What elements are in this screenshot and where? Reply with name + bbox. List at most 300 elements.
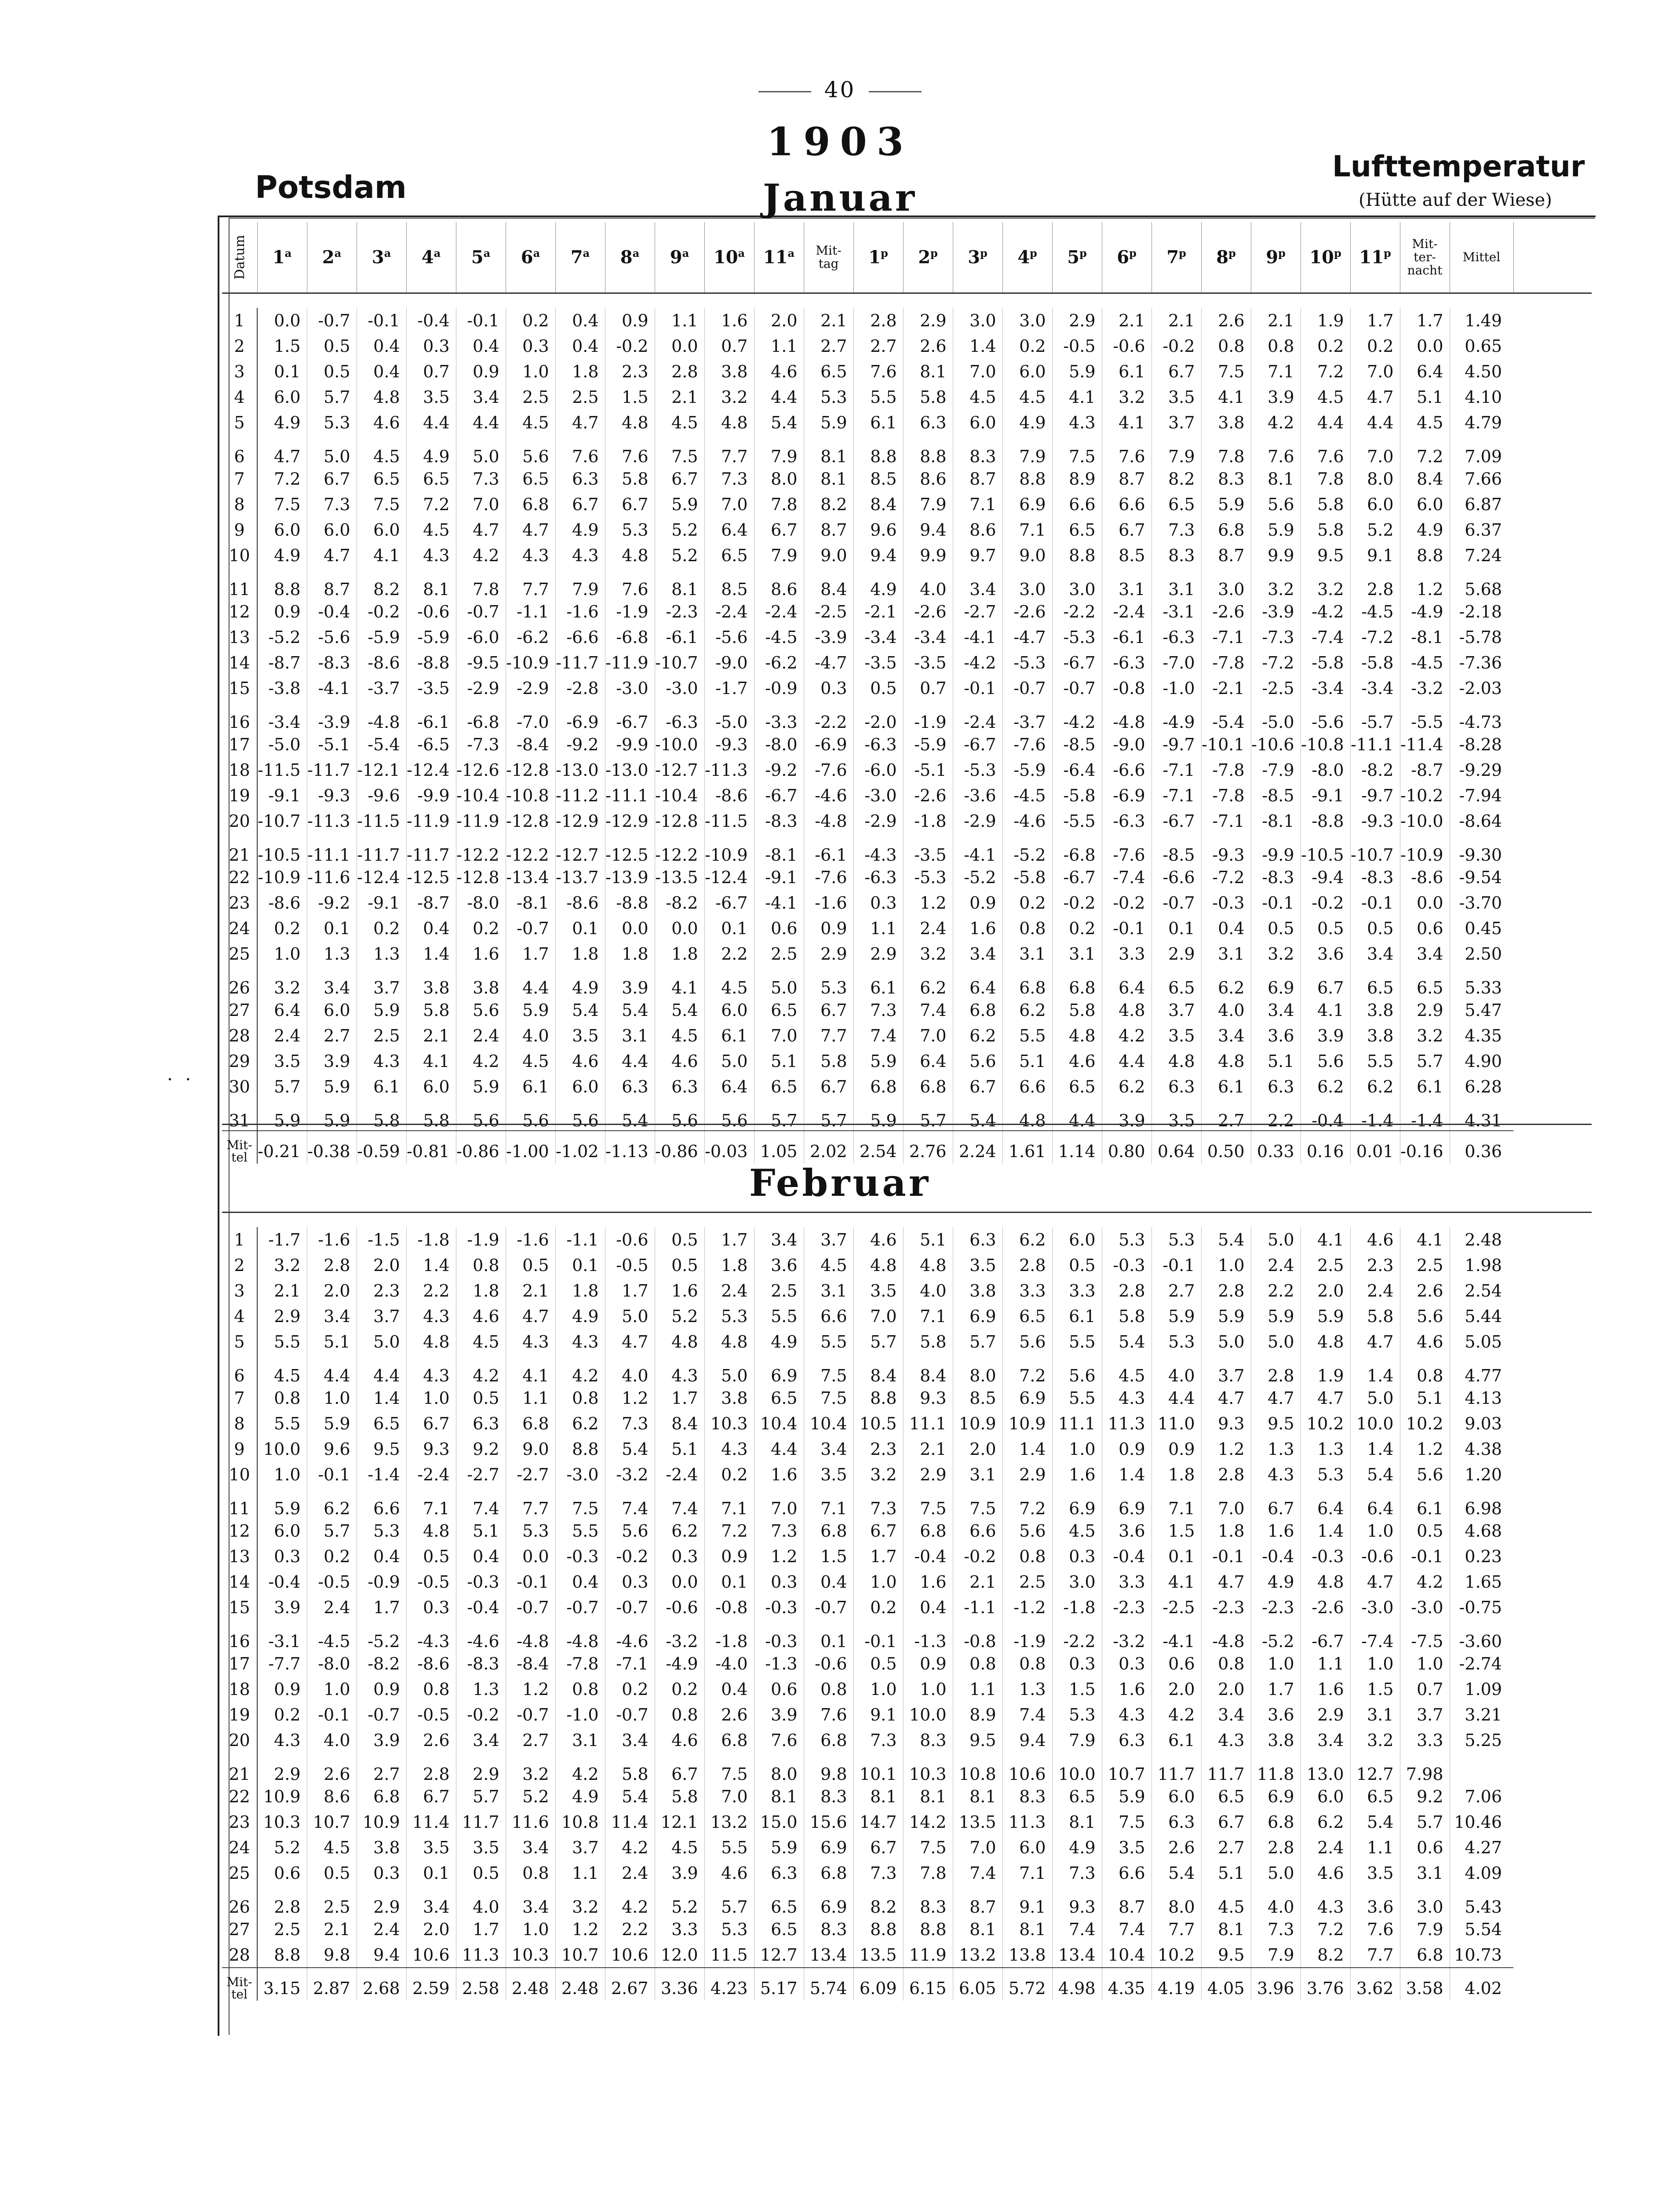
hour-header-pm-3 bbox=[968, 247, 988, 267]
hourly-value: 2.1 bbox=[307, 1917, 357, 1942]
hourly-value: 7.9 bbox=[1400, 1917, 1450, 1942]
hourly-value: 1.4 bbox=[406, 1253, 456, 1278]
table-row bbox=[222, 492, 1513, 517]
hourly-value: 5.3 bbox=[506, 1518, 555, 1544]
hourly-value: 3.4 bbox=[953, 568, 1002, 599]
hourly-value: 2.2 bbox=[704, 941, 754, 967]
hourly-value: 3.2 bbox=[257, 967, 307, 997]
hourly-value: 7.5 bbox=[804, 1385, 853, 1411]
hourly-value: 1.9 bbox=[1301, 308, 1350, 333]
hourly-value: 2.8 bbox=[1251, 1355, 1301, 1385]
hourly-mean: -0.86 bbox=[655, 1131, 704, 1164]
hourly-value: 2.8 bbox=[1102, 1278, 1152, 1304]
hourly-value: 3.0 bbox=[1052, 1569, 1102, 1595]
hourly-value: 6.8 bbox=[853, 1074, 903, 1100]
hourly-value: -6.3 bbox=[1102, 650, 1152, 676]
hourly-value: 7.5 bbox=[555, 1487, 605, 1518]
hourly-value: 10.1 bbox=[853, 1753, 903, 1784]
variable-title: Lufttemperatur bbox=[1332, 150, 1585, 183]
hourly-value: 4.5 bbox=[406, 517, 456, 543]
mittel-row bbox=[222, 1968, 1513, 2001]
hourly-value: 4.1 bbox=[1400, 1227, 1450, 1253]
day-number: 26 bbox=[222, 967, 257, 997]
hourly-value: -8.6 bbox=[406, 1651, 456, 1677]
hourly-value: -0.3 bbox=[754, 1595, 804, 1620]
hourly-value: 0.5 bbox=[1052, 1253, 1102, 1278]
hourly-value: 4.4 bbox=[1152, 1385, 1201, 1411]
hourly-value: 7.4 bbox=[1102, 1917, 1152, 1942]
hourly-value: -5.9 bbox=[357, 625, 406, 650]
hourly-value: 4.5 bbox=[655, 1023, 704, 1048]
hourly-value: -8.1 bbox=[506, 890, 555, 916]
hourly-value: 4.8 bbox=[406, 1518, 456, 1544]
hourly-value: -0.2 bbox=[1052, 890, 1102, 916]
hourly-value: -7.6 bbox=[804, 865, 853, 890]
daily-mean: 10.46 bbox=[1454, 1812, 1502, 1832]
table-row bbox=[222, 650, 1513, 676]
table-row bbox=[222, 967, 1513, 997]
hourly-value: -3.5 bbox=[853, 650, 903, 676]
hourly-value: -0.7 bbox=[456, 599, 506, 625]
hourly-value: 10.6 bbox=[605, 1942, 655, 1968]
table-row bbox=[222, 1917, 1513, 1942]
hourly-value: 6.3 bbox=[903, 410, 953, 435]
hourly-value: 6.2 bbox=[1301, 1809, 1350, 1835]
hourly-value: 3.5 bbox=[456, 1835, 506, 1860]
hourly-value: -6.1 bbox=[1102, 625, 1152, 650]
hourly-value: 0.8 bbox=[804, 1677, 853, 1702]
daily-mean: -5.78 bbox=[1459, 628, 1502, 647]
hourly-value: 4.8 bbox=[903, 1253, 953, 1278]
hourly-value: -2.4 bbox=[704, 599, 754, 625]
hour-header-am-11-suffix: a bbox=[787, 247, 795, 260]
hourly-value: 5.8 bbox=[1301, 492, 1350, 517]
day-number: 24 bbox=[222, 1835, 257, 1860]
table-row bbox=[222, 333, 1513, 359]
hourly-value: -9.2 bbox=[555, 732, 605, 757]
daily-mean: -2.18 bbox=[1459, 602, 1502, 621]
hourly-value: 7.4 bbox=[903, 997, 953, 1023]
hourly-value: -5.3 bbox=[1052, 625, 1102, 650]
hourly-value: 0.0 bbox=[257, 308, 307, 333]
hourly-value: 4.2 bbox=[456, 543, 506, 568]
hourly-value: -12.2 bbox=[456, 834, 506, 865]
hourly-value: 5.8 bbox=[1052, 997, 1102, 1023]
hourly-value: 5.7 bbox=[704, 1886, 754, 1917]
hour-header-cell-pm-3 bbox=[953, 222, 1003, 292]
table-row bbox=[222, 599, 1513, 625]
hourly-value: 0.5 bbox=[456, 1860, 506, 1886]
hourly-value: 6.2 bbox=[1201, 967, 1251, 997]
hourly-value: 8.1 bbox=[655, 568, 704, 599]
hourly-value: 6.6 bbox=[1102, 1860, 1152, 1886]
hourly-value: 7.8 bbox=[1201, 435, 1251, 466]
hourly-value: -6.3 bbox=[1102, 808, 1152, 834]
hourly-value: 3.5 bbox=[804, 1462, 853, 1487]
hourly-value: -0.1 bbox=[1251, 890, 1301, 916]
hourly-value: 1.4 bbox=[406, 941, 456, 967]
hourly-value: 9.0 bbox=[804, 543, 853, 568]
hourly-value: 4.5 bbox=[257, 1355, 307, 1385]
hourly-value: 3.9 bbox=[1301, 1023, 1350, 1048]
hourly-value: -13.0 bbox=[555, 757, 605, 783]
hourly-value: -1.6 bbox=[506, 1227, 555, 1253]
hourly-value: 5.6 bbox=[555, 1100, 605, 1131]
hourly-value: 9.1 bbox=[1002, 1886, 1052, 1917]
hourly-value: 4.9 bbox=[257, 410, 307, 435]
hourly-value: -3.4 bbox=[1350, 676, 1400, 701]
table-row bbox=[222, 543, 1513, 568]
hourly-value: 1.6 bbox=[704, 308, 754, 333]
hourly-value: 3.7 bbox=[357, 1304, 406, 1329]
hourly-value: 1.1 bbox=[655, 308, 704, 333]
hourly-value: 1.8 bbox=[655, 941, 704, 967]
hourly-mean: 5.72 bbox=[1002, 1968, 1052, 2001]
hourly-value: 4.5 bbox=[1201, 1886, 1251, 1917]
hourly-value: 4.8 bbox=[1301, 1329, 1350, 1355]
hourly-value: 13.8 bbox=[1002, 1942, 1052, 1968]
hourly-value: 0.7 bbox=[903, 676, 953, 701]
hourly-value: 3.9 bbox=[357, 1728, 406, 1753]
hourly-value: -10.4 bbox=[655, 783, 704, 808]
hourly-value: 1.2 bbox=[555, 1917, 605, 1942]
hourly-value: 8.1 bbox=[1052, 1809, 1102, 1835]
hourly-value: 5.5 bbox=[1052, 1329, 1102, 1355]
hourly-value: -0.3 bbox=[754, 1620, 804, 1651]
hourly-value: 1.5 bbox=[605, 384, 655, 410]
hourly-value: -11.5 bbox=[257, 757, 307, 783]
hourly-value: -7.8 bbox=[555, 1651, 605, 1677]
hourly-mean: 5.74 bbox=[804, 1968, 853, 2001]
hourly-value: 8.1 bbox=[903, 1784, 953, 1809]
hourly-mean: 4.05 bbox=[1201, 1968, 1251, 2001]
hourly-value: -0.3 bbox=[555, 1544, 605, 1569]
hourly-value: 5.8 bbox=[605, 466, 655, 492]
table-row bbox=[222, 808, 1513, 834]
hour-header-cell-pm-6 bbox=[1102, 222, 1152, 292]
hourly-value: -7.8 bbox=[1201, 757, 1251, 783]
hourly-value: -5.4 bbox=[1201, 701, 1251, 732]
mittel-header: Mittel bbox=[1462, 250, 1501, 264]
hourly-value: 6.7 bbox=[1251, 1487, 1301, 1518]
hourly-value: 2.4 bbox=[307, 1595, 357, 1620]
hourly-value: -0.3 bbox=[1301, 1544, 1350, 1569]
hourly-value: 5.6 bbox=[1052, 1355, 1102, 1385]
hourly-value: -5.1 bbox=[903, 757, 953, 783]
table-row bbox=[222, 1487, 1513, 1518]
hour-header-pm-6-suffix: p bbox=[1129, 247, 1137, 260]
hourly-value: 1.5 bbox=[1152, 1518, 1201, 1544]
hourly-value: -7.4 bbox=[1350, 1620, 1400, 1651]
hourly-value: 7.4 bbox=[1002, 1702, 1052, 1728]
hourly-value: 4.8 bbox=[704, 1329, 754, 1355]
hourly-value: -6.7 bbox=[953, 732, 1002, 757]
hourly-value: 5.2 bbox=[655, 543, 704, 568]
hourly-value: 9.4 bbox=[357, 1942, 406, 1968]
day-number: 16 bbox=[222, 1620, 257, 1651]
hourly-value: -5.8 bbox=[1350, 650, 1400, 676]
hour-header-pm-8 bbox=[1216, 247, 1236, 267]
hourly-value: 1.7 bbox=[605, 1278, 655, 1304]
hourly-value: 4.2 bbox=[1152, 1702, 1201, 1728]
hourly-value: 3.5 bbox=[406, 384, 456, 410]
hourly-value: 1.8 bbox=[555, 941, 605, 967]
hourly-value: 1.7 bbox=[1400, 308, 1450, 333]
hour-header-am-8 bbox=[620, 247, 639, 267]
daily-mean: 6.87 bbox=[1465, 495, 1502, 514]
hourly-value: -9.0 bbox=[1102, 732, 1152, 757]
hourly-value: 1.0 bbox=[853, 1569, 903, 1595]
hour-header-cell-pm-2 bbox=[903, 222, 953, 292]
hourly-value: 1.3 bbox=[1301, 1436, 1350, 1462]
hourly-value: -1.3 bbox=[903, 1620, 953, 1651]
hour-header-pm-4 bbox=[1017, 247, 1037, 267]
hourly-value: 6.2 bbox=[1301, 1074, 1350, 1100]
daily-mean: 1.20 bbox=[1465, 1465, 1502, 1484]
hourly-value: 4.1 bbox=[1301, 1227, 1350, 1253]
hourly-value: 3.6 bbox=[1251, 1702, 1301, 1728]
hourly-value: 4.0 bbox=[903, 1278, 953, 1304]
hourly-value: -2.9 bbox=[853, 808, 903, 834]
day-number: 6 bbox=[222, 435, 257, 466]
hourly-value: -6.7 bbox=[605, 701, 655, 732]
hourly-value: 3.5 bbox=[853, 1278, 903, 1304]
hourly-value: 0.9 bbox=[1152, 1436, 1201, 1462]
hour-header-pm-8-number: 8 bbox=[1216, 247, 1229, 268]
hourly-value: -6.9 bbox=[1102, 783, 1152, 808]
table-row bbox=[222, 1355, 1513, 1385]
hourly-value: 8.4 bbox=[804, 568, 853, 599]
hour-header-am-1 bbox=[273, 247, 292, 267]
hour-header-cell-am-6 bbox=[506, 222, 556, 292]
hourly-value: 1.8 bbox=[1201, 1518, 1251, 1544]
hourly-value: -9.1 bbox=[754, 865, 804, 890]
hourly-value: 5.9 bbox=[357, 997, 406, 1023]
hourly-value: -10.6 bbox=[1251, 732, 1301, 757]
hourly-value: 4.0 bbox=[307, 1728, 357, 1753]
day-number: 17 bbox=[222, 1651, 257, 1677]
hourly-value: 0.2 bbox=[1350, 333, 1400, 359]
hourly-value: 6.4 bbox=[903, 1048, 953, 1074]
hourly-value: -1.9 bbox=[1002, 1620, 1052, 1651]
day-number: 16 bbox=[222, 701, 257, 732]
hourly-value: 2.8 bbox=[307, 1253, 357, 1278]
hourly-value: -0.9 bbox=[754, 676, 804, 701]
hourly-value: 6.9 bbox=[1052, 1487, 1102, 1518]
hourly-value: 3.2 bbox=[1400, 1023, 1450, 1048]
hourly-value: -13.4 bbox=[506, 865, 555, 890]
hourly-value: -9.0 bbox=[704, 650, 754, 676]
hourly-value: 5.7 bbox=[804, 1100, 853, 1131]
hourly-value: 2.6 bbox=[1201, 308, 1251, 333]
hourly-value: 1.4 bbox=[1350, 1436, 1400, 1462]
hourly-value: 11.5 bbox=[704, 1942, 754, 1968]
table-row bbox=[222, 1304, 1513, 1329]
hour-header-pm-7-suffix: p bbox=[1179, 247, 1186, 260]
hourly-value: -4.6 bbox=[804, 783, 853, 808]
hourly-value: 4.8 bbox=[704, 410, 754, 435]
hourly-value: 0.5 bbox=[506, 1253, 555, 1278]
hourly-value: 7.2 bbox=[1400, 435, 1450, 466]
day-number: 3 bbox=[222, 1278, 257, 1304]
hourly-value: -0.7 bbox=[1002, 676, 1052, 701]
hourly-value: 3.9 bbox=[754, 1702, 804, 1728]
hourly-value: -4.9 bbox=[1152, 701, 1201, 732]
hourly-value: -3.2 bbox=[655, 1620, 704, 1651]
hourly-value: 0.8 bbox=[1002, 1544, 1052, 1569]
hourly-value: 0.1 bbox=[704, 1569, 754, 1595]
hourly-value: 3.1 bbox=[1002, 941, 1052, 967]
table-row bbox=[222, 1886, 1513, 1917]
hourly-mean: 3.96 bbox=[1251, 1968, 1301, 2001]
hourly-value: 6.8 bbox=[804, 1518, 853, 1544]
day-number: 3 bbox=[222, 359, 257, 384]
hourly-value: -7.0 bbox=[1152, 650, 1201, 676]
hourly-value: -0.5 bbox=[406, 1569, 456, 1595]
hourly-value: -11.1 bbox=[1350, 732, 1400, 757]
hourly-value: 8.1 bbox=[1002, 1917, 1052, 1942]
hourly-value: -1.9 bbox=[903, 701, 953, 732]
hourly-value: 2.1 bbox=[257, 1278, 307, 1304]
hourly-value: 4.4 bbox=[1052, 1100, 1102, 1131]
hourly-value: 6.7 bbox=[1152, 359, 1201, 384]
hour-header-cell-pm-11 bbox=[1350, 222, 1400, 292]
hourly-value: 5.9 bbox=[804, 410, 853, 435]
hourly-value: 6.7 bbox=[605, 492, 655, 517]
day-number: 4 bbox=[222, 384, 257, 410]
hourly-value: 2.4 bbox=[357, 1917, 406, 1942]
hourly-value: 2.7 bbox=[307, 1023, 357, 1048]
hourly-value: 7.3 bbox=[307, 492, 357, 517]
hourly-value: 2.9 bbox=[456, 1753, 506, 1784]
hourly-value: 8.5 bbox=[953, 1385, 1002, 1411]
hourly-value: 10.4 bbox=[804, 1411, 853, 1436]
daily-mean: -9.29 bbox=[1459, 760, 1502, 780]
hourly-value: 0.4 bbox=[804, 1569, 853, 1595]
hourly-value: 6.0 bbox=[1152, 1784, 1201, 1809]
hourly-value: 7.6 bbox=[1301, 435, 1350, 466]
hourly-value: 1.4 bbox=[1350, 1355, 1400, 1385]
hourly-value: 6.9 bbox=[1251, 967, 1301, 997]
hourly-value: 3.7 bbox=[1152, 997, 1201, 1023]
hourly-value: 3.8 bbox=[1201, 410, 1251, 435]
hourly-value: -10.7 bbox=[1350, 834, 1400, 865]
hourly-value: 2.9 bbox=[257, 1753, 307, 1784]
hourly-value: 6.1 bbox=[853, 410, 903, 435]
hourly-value: 1.7 bbox=[1350, 308, 1400, 333]
hourly-value: 1.0 bbox=[1251, 1651, 1301, 1677]
hourly-value: 1.7 bbox=[506, 941, 555, 967]
hourly-value: 7.5 bbox=[903, 1835, 953, 1860]
hourly-value: 3.8 bbox=[704, 359, 754, 384]
hourly-value: 3.3 bbox=[1102, 1569, 1152, 1595]
hourly-value: -4.3 bbox=[406, 1620, 456, 1651]
daily-mean: -8.64 bbox=[1459, 811, 1502, 831]
hourly-value: 6.5 bbox=[754, 997, 804, 1023]
hourly-value: 7.5 bbox=[655, 435, 704, 466]
hourly-value: 8.0 bbox=[953, 1355, 1002, 1385]
hourly-value: 2.1 bbox=[406, 1023, 456, 1048]
daily-mean: -4.73 bbox=[1459, 712, 1502, 732]
hourly-value: 5.6 bbox=[953, 1048, 1002, 1074]
februar-header-divider bbox=[222, 1212, 1592, 1213]
hour-header-pm-6 bbox=[1117, 247, 1137, 267]
hourly-value: 4.5 bbox=[1400, 410, 1450, 435]
hourly-value: 10.3 bbox=[257, 1809, 307, 1835]
hourly-value: 4.7 bbox=[307, 543, 357, 568]
hourly-value: 0.9 bbox=[605, 308, 655, 333]
hour-header-am-10 bbox=[714, 247, 745, 267]
hourly-value: 3.5 bbox=[406, 1835, 456, 1860]
hourly-mean: 2.48 bbox=[555, 1968, 605, 2001]
hourly-value: 1.6 bbox=[1251, 1518, 1301, 1544]
hourly-value: 8.8 bbox=[1002, 466, 1052, 492]
hourly-value: 4.8 bbox=[655, 1329, 704, 1355]
hourly-value: 5.4 bbox=[1350, 1809, 1400, 1835]
hourly-value: -0.1 bbox=[1102, 916, 1152, 941]
hourly-value: -8.2 bbox=[357, 1651, 406, 1677]
hour-header-cell-am-11 bbox=[754, 222, 804, 292]
hourly-value: 10.9 bbox=[953, 1411, 1002, 1436]
hourly-value: 4.2 bbox=[1400, 1569, 1450, 1595]
daily-mean: 7.09 bbox=[1465, 447, 1502, 466]
hourly-value: -4.7 bbox=[1002, 625, 1052, 650]
hourly-value: 4.6 bbox=[853, 1227, 903, 1253]
hourly-value: 0.3 bbox=[406, 333, 456, 359]
hourly-value: -9.9 bbox=[1251, 834, 1301, 865]
hourly-mean: 4.19 bbox=[1152, 1968, 1201, 2001]
hourly-value: -4.9 bbox=[1400, 599, 1450, 625]
hourly-value: -8.1 bbox=[1400, 625, 1450, 650]
hourly-value: -0.4 bbox=[1251, 1544, 1301, 1569]
hourly-value: -10.5 bbox=[257, 834, 307, 865]
hourly-value: -8.6 bbox=[1400, 865, 1450, 890]
hourly-value: 5.5 bbox=[257, 1411, 307, 1436]
hour-header-pm-4-suffix: p bbox=[1030, 247, 1037, 260]
hourly-value: 1.2 bbox=[1201, 1436, 1251, 1462]
hourly-value: -6.7 bbox=[1052, 865, 1102, 890]
hourly-value: -10.9 bbox=[506, 650, 555, 676]
hourly-value: 2.1 bbox=[1251, 308, 1301, 333]
hourly-value: 1.6 bbox=[1102, 1677, 1152, 1702]
hourly-value: -11.1 bbox=[307, 834, 357, 865]
hourly-value: -0.2 bbox=[953, 1544, 1002, 1569]
hourly-value: 3.2 bbox=[1102, 384, 1152, 410]
hourly-value: 5.0 bbox=[1251, 1329, 1301, 1355]
hour-header-pm-10-number: 10 bbox=[1309, 247, 1334, 268]
hourly-value: 5.8 bbox=[655, 1784, 704, 1809]
hourly-value: 5.9 bbox=[1102, 1784, 1152, 1809]
daily-mean: 4.35 bbox=[1465, 1026, 1502, 1045]
hourly-value: -0.2 bbox=[605, 333, 655, 359]
hourly-value: 4.8 bbox=[406, 1329, 456, 1355]
hourly-value: 7.9 bbox=[754, 543, 804, 568]
hourly-value: 5.8 bbox=[605, 1753, 655, 1784]
hourly-value: 9.5 bbox=[1201, 1942, 1251, 1968]
hourly-value: 3.6 bbox=[1350, 1886, 1400, 1917]
hourly-mean: 4.98 bbox=[1052, 1968, 1102, 2001]
hourly-value: -3.4 bbox=[257, 701, 307, 732]
table-row bbox=[222, 1278, 1513, 1304]
hourly-value: 7.9 bbox=[1052, 1728, 1102, 1753]
hourly-value: 5.5 bbox=[257, 1329, 307, 1355]
hourly-value: 0.4 bbox=[357, 333, 406, 359]
hourly-value: 4.4 bbox=[1350, 410, 1400, 435]
hourly-value: -8.4 bbox=[506, 732, 555, 757]
hourly-value: -3.0 bbox=[853, 783, 903, 808]
hourly-value: 3.9 bbox=[1102, 1100, 1152, 1131]
hourly-value: 0.3 bbox=[406, 1595, 456, 1620]
